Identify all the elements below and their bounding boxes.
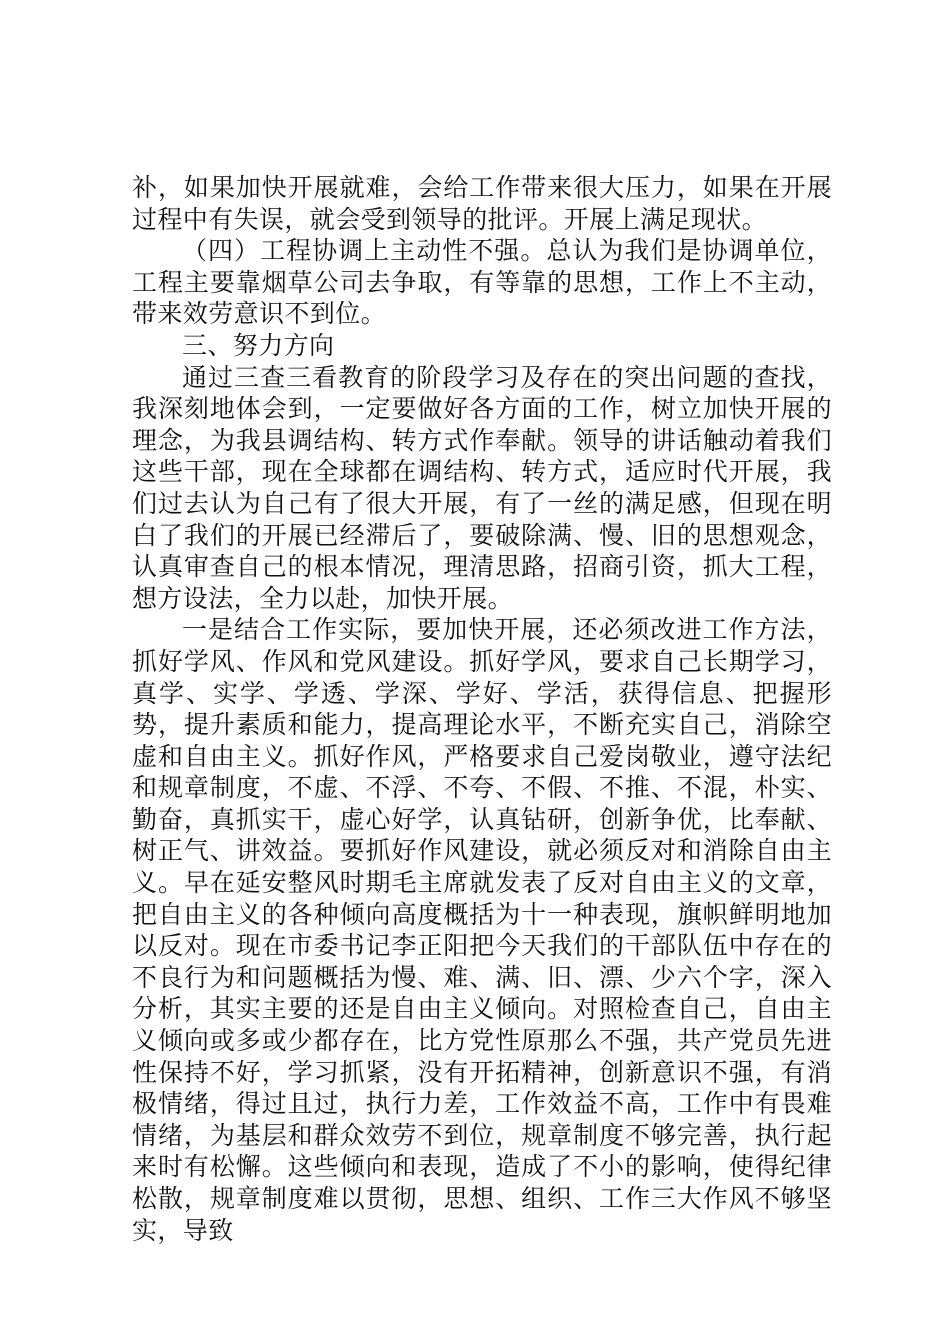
paragraph-reflection: 通过三查三看教育的阶段学习及存在的突出问题的查找，我深刻地体会到，一定要做好各方面的工作，树立加快开展的理念，为我县调结构、转方式作奉献。领导的讲话触动着我们这些干部，现在全球都在调结构、转方式，适应时代开展，我们过去认为自己有了很大开展，有了一丝的满足感，但现在明白了我们的开展已经滞后了，要破除满、慢、旧的思想观念，认真审查自己的根本情况，理清思路，招商引资，抓大工程，想方设法，全力以赴，加快开展。 — [132, 362, 832, 613]
paragraph-continuation: 补，如果加快开展就难，会给工作带来很大压力，如果在开展过程中有失误，就会受到领导的批评。开展上满足现状。 — [132, 173, 832, 234]
paragraph-point-one: 一是结合工作实际，要加快开展，还必须改进工作方法，抓好学风、作风和党风建设。抓好学风，要求自己长期学习，真学、实学、学透、学深、学好、学活，获得信息、把握形势，提升素质和能力，提高理论水平，不断充实自己，消除空虚和自由主义。抓好作风，严格要求自己爱岗敬业，遵守法纪和规章制度，不虚、不浮、不夸、不假、不推、不混，朴实、勤奋，真抓实干，虚心好学，认真钻研，创新争优，比奉献、树正气、讲效益。要抓好作风建设，就必须反对和消除自由主义。早在延安整风时期毛主席就发表了反对自由主义的文章，把自由主义的各种倾向高度概括为十一种表现，旗帜鲜明地加以反对。现在市委书记李正阳把今天我们的干部队伍中存在的不良行为和问题概括为慢、难、满、旧、漂、少六个字，深入分析，其实主要的还是自由主义倾向。对照检查自己，自由主义倾向或多或少都存在，比方党性原那么不强，共产党员先进性保持不好，学习抓紧，没有开拓精神，创新意识不强，有消极情绪，得过且过，执行力差，工作效益不高，工作中有畏难情绪，为基层和群众效劳不到位，规章制度不够完善，执行起来时有松懈。这些倾向和表现，造成了不小的影响，使得纪律松散，规章制度难以贯彻，思想、组织、工作三大作风不够坚实，导致 — [132, 615, 832, 1245]
document-body — [132, 172, 832, 1246]
paragraph-section-four: （四）工程协调上主动性不强。总认为我们是协调单位，工程主要靠烟草公司去争取，有等靠的思想，工作上不主动，带来效劳意识不到位。 — [132, 236, 832, 329]
section-heading-direction: 三、努力方向 — [182, 330, 335, 360]
